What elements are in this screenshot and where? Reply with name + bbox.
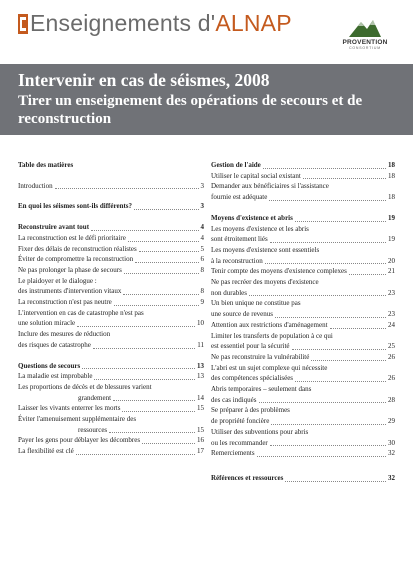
toc-entry[interactable] (18, 265, 204, 276)
toc-entry-label: Reconstruire avant tout (18, 223, 90, 232)
toc-section-reconstruire[interactable] (18, 222, 204, 233)
toc-leader (134, 209, 198, 210)
toc-entry-label: Éviter de compromettre la reconstruction (18, 255, 134, 264)
toc-entry-label: de propriété foncière (211, 417, 270, 426)
page-title: Intervenir en cas de séismes, 2008 (18, 70, 270, 90)
toc-entry-page: 8 (200, 265, 204, 274)
toc-leader (124, 273, 199, 274)
toc-entry-label: grandement (78, 393, 112, 402)
toc-entry-label: La reconstruction n'est pas neutre (18, 298, 112, 307)
toc-leader (330, 328, 386, 329)
toc-entry-label: Ne pas reconstruire la vulnérabilité (211, 352, 310, 361)
toc-entry-label: La maladie est improbable (18, 372, 93, 381)
header (0, 0, 413, 62)
toc-leader (265, 263, 386, 264)
toc-entry[interactable] (18, 446, 204, 457)
toc-entry-label: des compétences spécialisées (211, 374, 294, 383)
toc-entry-page: 18 (388, 171, 395, 180)
toc-leader (303, 178, 386, 179)
toc-entry-introduction[interactable] (18, 181, 204, 192)
toc-leader (292, 349, 386, 350)
toc-entry[interactable] (18, 393, 204, 404)
toc-entry[interactable] (211, 373, 395, 384)
toc-entry-page: 25 (388, 342, 395, 351)
toc-entry[interactable] (18, 340, 204, 351)
toc-entry-page: 29 (388, 417, 395, 426)
title-banner (0, 64, 413, 135)
toc-entry-label: des cas indiqués (211, 395, 257, 404)
toc-entry-label: non durables (211, 288, 247, 297)
toc-entry-page: 9 (200, 298, 204, 307)
toc-entry-label: une source de revenus (211, 310, 274, 319)
toc-entry-label: une solution miracle (18, 319, 76, 328)
alnap-logo-icon (18, 14, 28, 34)
toc-entry[interactable] (18, 371, 204, 382)
toc-entry-page: 23 (388, 288, 395, 297)
toc-entry[interactable] (211, 266, 395, 277)
toc-entry-page: 18 (388, 193, 395, 202)
toc-left-column (18, 160, 204, 457)
toc-entry-line: Un bien unique ne constitue pas (211, 299, 301, 308)
toc-entry-label: La flexibilité est clé (18, 447, 74, 456)
toc-entry-page: 13 (197, 372, 204, 381)
toc-right-column (211, 160, 395, 484)
toc-entry[interactable] (211, 352, 395, 363)
toc-leader (114, 305, 199, 306)
brand-title-main: Enseignements d' (30, 10, 216, 36)
brand-title (30, 10, 292, 37)
toc-entry-page: 30 (388, 438, 395, 447)
toc-entry-label: Introduction (18, 181, 53, 190)
toc-entry-page: 19 (388, 235, 395, 244)
toc-entry-difference[interactable] (18, 201, 204, 212)
toc-entry[interactable] (211, 395, 395, 406)
toc-entry[interactable] (18, 403, 204, 414)
toc-leader (311, 360, 386, 361)
toc-leader (122, 411, 195, 412)
toc-entry-page: 8 (200, 287, 204, 296)
toc-section-abris[interactable] (211, 213, 395, 224)
toc-leader (77, 326, 195, 327)
toc-leader (259, 402, 387, 403)
toc-entry-page: 4 (200, 233, 204, 242)
toc-leader (285, 481, 386, 482)
provention-mountain-icon (347, 16, 383, 38)
toc-entry-page: 21 (388, 267, 395, 276)
toc-section-aide[interactable] (211, 160, 395, 171)
toc-entry-page: 32 (388, 473, 395, 482)
toc-entry-label: Fixer des délais de reconstruction réalistes (18, 244, 137, 253)
toc-entry-line: Abris temporaires – seulement dans (211, 385, 312, 394)
toc-leader (270, 445, 386, 446)
toc-entry-label: Moyens d'existence et abris (211, 213, 293, 222)
toc-leader (76, 454, 195, 455)
toc-entry[interactable] (211, 256, 395, 267)
toc-entry[interactable] (211, 288, 395, 299)
toc-entry[interactable] (211, 341, 395, 352)
toc-entry-page: 16 (197, 436, 204, 445)
toc-leader (135, 262, 198, 263)
toc-entry-page: 26 (388, 374, 395, 383)
toc-entry-page: 6 (200, 255, 204, 264)
toc-leader (139, 251, 199, 252)
toc-leader (91, 230, 198, 231)
toc-entry-line: L'intervention en cas de catastrophe n'est pas (18, 308, 144, 317)
toc-leader (113, 400, 195, 401)
toc-entry-label: Gestion de l'aide (211, 161, 261, 169)
toc-leader (142, 443, 195, 444)
toc-leader (349, 274, 386, 275)
toc-entry-label: Remerciements (211, 449, 255, 458)
toc-entry[interactable] (211, 416, 395, 427)
toc-entry-label: Utiliser le capital social existant (211, 171, 301, 180)
toc-entry[interactable] (18, 286, 204, 297)
toc-entry[interactable] (18, 297, 204, 308)
toc-entry-page: 20 (388, 256, 395, 265)
toc-entry-line: Les moyens d'existence et les abris (211, 224, 309, 233)
toc-entry-page: 17 (197, 447, 204, 456)
toc-entry-line: Éviter l'amenuisement supplémentaire des (18, 415, 137, 424)
toc-entry-label: Tenir compte des moyens d'existence complexes (211, 267, 347, 276)
toc-entry-label: ressources (78, 425, 108, 434)
toc-entry-label: Questions de secours (18, 361, 81, 370)
toc-entry-line: Demander aux bénéficiaires si l'assistance (211, 182, 329, 191)
toc-entry-page: 13 (197, 361, 204, 370)
toc-entry-page: 5 (200, 244, 204, 253)
toc-leader (128, 241, 199, 242)
toc-entry-label: Références et ressources (211, 473, 284, 482)
toc-entry-page: 28 (388, 395, 395, 404)
toc-entry[interactable] (18, 425, 204, 436)
toc-entry-page: 3 (200, 181, 204, 190)
toc-entry-page: 10 (197, 319, 204, 328)
toc-entry-label: Payer les gens pour déblayer les décombres (18, 436, 141, 445)
toc-heading: Table des matières (18, 161, 74, 169)
toc-entry-page: 18 (388, 161, 395, 169)
toc-entry-line: Ne pas recréer des moyens d'existence (211, 278, 319, 287)
toc-entry[interactable] (18, 244, 204, 255)
toc-entry-page: 26 (388, 352, 395, 361)
toc-entry-remerciements[interactable] (211, 448, 395, 459)
toc-entry[interactable] (211, 234, 395, 245)
toc-entry[interactable] (18, 318, 204, 329)
toc-leader (93, 348, 195, 349)
toc-entry-line: Utiliser des subventions pour abris (211, 427, 309, 436)
toc-entry-label: Laisser les vivants enterrer les morts (18, 404, 121, 413)
toc-entry-label: est essentiel pour la sécurité (211, 342, 290, 351)
toc-leader (257, 456, 386, 457)
toc-leader (275, 317, 386, 318)
toc-entry[interactable] (18, 435, 204, 446)
toc-entry-line: Se préparer à des problèmes (211, 406, 290, 415)
toc-leader (94, 379, 195, 380)
toc-entry-label: fournie est adéquate (211, 193, 268, 202)
toc-entry-line: L'abri est un sujet complexe qui nécessite (211, 363, 328, 372)
toc-entry-page: 11 (197, 340, 204, 349)
toc-entry[interactable] (211, 192, 395, 203)
toc-leader (271, 424, 386, 425)
toc-section-references[interactable] (211, 473, 395, 484)
toc-entry[interactable] (211, 171, 395, 182)
toc-entry-page: 19 (388, 213, 395, 222)
toc-leader (270, 242, 386, 243)
toc-entry-page: 32 (388, 449, 395, 458)
toc-entry-page: 24 (388, 320, 395, 329)
toc-entry-page: 3 (200, 202, 204, 211)
toc-leader (55, 188, 199, 189)
toc-leader (249, 295, 386, 296)
toc-entry-page: 14 (197, 393, 204, 402)
toc-entry[interactable] (211, 309, 395, 320)
toc-leader (295, 381, 386, 382)
toc-leader (123, 294, 198, 295)
toc-leader (269, 200, 386, 201)
toc-entry-label: à la reconstruction (211, 256, 263, 265)
toc-entry-page: 15 (197, 404, 204, 413)
provention-subtitle: CONSORTIUM (349, 46, 381, 50)
toc-entry-label: des risques de catastrophe (18, 340, 91, 349)
toc-leader (295, 221, 386, 222)
toc-entry-label: Ne pas prolonger la phase de secours (18, 265, 122, 274)
toc-entry-line: Le plaidoyer et le dialogue : (18, 276, 97, 285)
toc-entry-label: La reconstruction est le défi prioritaire (18, 233, 126, 242)
page-subtitle: Tirer un enseignement des opérations de secours et de reconstruction (18, 93, 363, 127)
toc-entry[interactable] (211, 438, 395, 449)
toc-entry-line: Limiter les transferts de population à ce qui (211, 331, 333, 340)
provention-name: PROVENTION (342, 39, 388, 46)
toc-entry[interactable] (211, 320, 395, 331)
toc-section-secours[interactable] (18, 361, 204, 372)
toc-entry-line: Les proportions de décès et de blessures varient (18, 382, 152, 391)
toc-entry-page: 4 (200, 223, 204, 232)
toc-entry-line: Inclure des mesures de réduction (18, 330, 111, 339)
toc-entry-label: En quoi les séismes sont-ils différents? (18, 202, 133, 211)
toc-leader (263, 168, 386, 169)
toc-entry[interactable] (18, 233, 204, 244)
toc-entry-page: 23 (388, 310, 395, 319)
toc-entry[interactable] (18, 254, 204, 265)
toc-leader (109, 432, 195, 433)
brand-title-accent: ALNAP (215, 10, 292, 36)
toc-entry-label: ou les recommander (211, 438, 268, 447)
toc-entry-page: 15 (197, 425, 204, 434)
toc-entry-label: des instruments d'intervention vitaux (18, 287, 122, 296)
toc-entry-line: Les moyens d'existence sont essentiels (211, 245, 320, 254)
provention-logo (335, 16, 395, 56)
toc-entry-label: sont étroitement liés (211, 235, 268, 244)
toc-entry-label: Attention aux restrictions d'aménagement (211, 320, 328, 329)
toc-leader (82, 368, 195, 369)
